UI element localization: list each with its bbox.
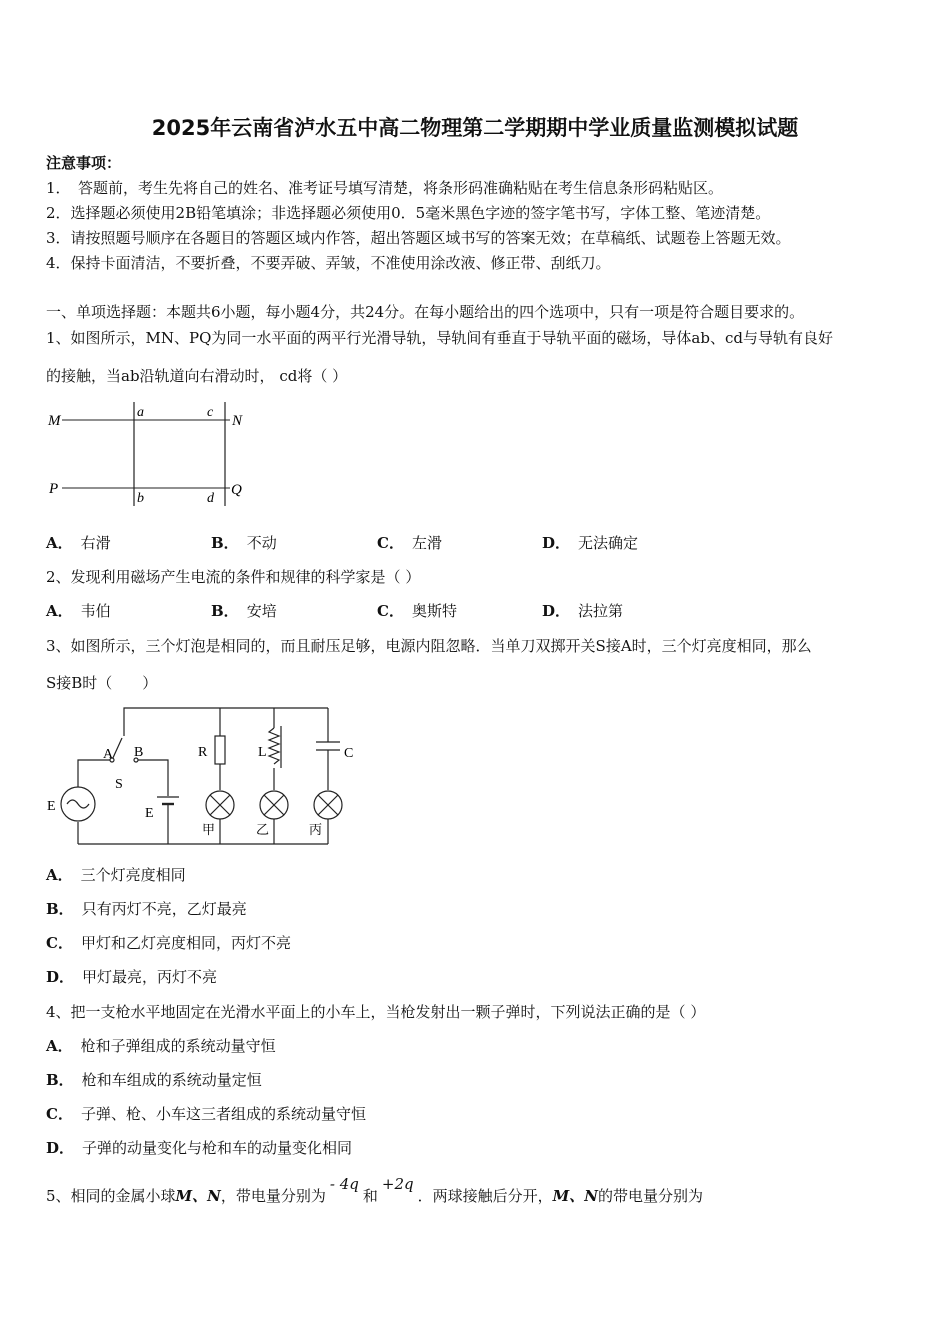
label-N: N xyxy=(232,413,243,429)
label-P: P xyxy=(49,481,59,497)
label-a: a xyxy=(137,405,144,420)
lamp-label-2: 乙 xyxy=(256,822,270,837)
label-Q: Q xyxy=(231,482,242,498)
option-d[interactable]: D． 无法确定 xyxy=(542,534,639,552)
label-B: B xyxy=(134,745,144,760)
label-b: b xyxy=(137,491,144,506)
question-3-stem: 3、如图所示，三个灯泡是相同的，而且耐压足够，电源内阻忽略．当单刀双掷开关S接A时，三个灯亮度相同，那么 xyxy=(46,637,812,655)
label-c: c xyxy=(207,405,214,420)
option-a[interactable]: A． 枪和子弹组成的系统动量守恒 xyxy=(46,1037,276,1055)
notice-item: 4．保持卡面清洁，不要折叠，不要弄破、弄皱，不准使用涂改液、修正带、刮纸刀。 xyxy=(46,254,611,272)
lamp-label-3: 丙 xyxy=(309,822,323,837)
option-c[interactable]: C． 子弹、枪、小车这三者组成的系统动量守恒 xyxy=(46,1105,366,1123)
question-1-stem: 1、如图所示，MN、PQ为同一水平面的两平行光滑导轨，导轨间有垂直于导轨平面的磁场，导体ab、cd与导轨有良好 xyxy=(46,329,833,347)
notice-item: 1． 答题前，考生先将自己的姓名、准考证号填写清楚，将条形码准确粘贴在考生信息条形码粘贴区。 xyxy=(46,179,724,197)
option-b[interactable]: B． 枪和车组成的系统动量定恒 xyxy=(46,1071,262,1089)
option-b[interactable]: B． 安培 xyxy=(211,602,277,620)
option-d[interactable]: D． 甲灯最亮，丙灯不亮 xyxy=(46,968,218,986)
label-A: A xyxy=(103,747,114,762)
option-b[interactable]: B． 只有丙灯不亮，乙灯最亮 xyxy=(46,900,247,918)
option-b[interactable]: B． 不动 xyxy=(211,534,277,552)
label-E-ac: E xyxy=(47,799,56,814)
page-title: 2025年云南省泸水五中高二物理第二学期期中学业质量监测模拟试题 xyxy=(151,116,799,140)
option-c[interactable]: C． 奥斯特 xyxy=(377,602,457,620)
label-R: R xyxy=(198,745,208,760)
label-L: L xyxy=(258,745,267,760)
question-5-stem: 5、相同的金属小球M、N，带电量分别为- 4q和+2q．两球接触后分开，M、N的带电量分别为 xyxy=(46,1175,703,1205)
lamp-label-1: 甲 xyxy=(202,822,216,837)
option-d[interactable]: D． 子弹的动量变化与枪和车的动量变化相同 xyxy=(46,1139,353,1157)
option-d[interactable]: D． 法拉第 xyxy=(542,602,624,620)
rail-figure xyxy=(44,398,254,510)
notice-item: 2．选择题必须使用2B铅笔填涂；非选择题必须使用0．5毫米黑色字迹的签字笔书写，字体工整、笔迹清楚。 xyxy=(46,204,771,222)
option-a[interactable]: A． 右滑 xyxy=(46,534,111,552)
section-heading: 一、单项选择题：本题共6小题，每小题4分，共24分。在每小题给出的四个选项中，只有一项是符合题目要求的。 xyxy=(46,303,805,321)
charge-2: +2q xyxy=(381,1175,414,1193)
question-3-stem-cont: S接B时（ ） xyxy=(46,674,158,692)
option-c[interactable]: C． 甲灯和乙灯亮度相同，丙灯不亮 xyxy=(46,934,291,952)
option-c[interactable]: C． 左滑 xyxy=(377,534,442,552)
label-d: d xyxy=(207,491,214,506)
question-4-stem: 4、把一支枪水平地固定在光滑水平面上的小车上，当枪发射出一颗子弹时，下列说法正确的是（ ） xyxy=(46,1003,706,1021)
option-a[interactable]: A． 韦伯 xyxy=(46,602,111,620)
label-M: M xyxy=(48,413,61,429)
notice-item: 3．请按照题号顺序在各题目的答题区域内作答，超出答题区域书写的答案无效；在草稿纸、试题卷上答题无效。 xyxy=(46,229,791,247)
option-a[interactable]: A． 三个灯亮度相同 xyxy=(46,866,186,884)
question-2-stem: 2、发现利用磁场产生电流的条件和规律的科学家是（ ） xyxy=(46,568,421,586)
label-C: C xyxy=(344,746,354,761)
circuit-figure xyxy=(44,700,364,848)
question-1-stem-cont: 的接触，当ab沿轨道向右滑动时， cd将（ ） xyxy=(46,367,348,385)
label-S: S xyxy=(115,777,123,792)
charge-1: - 4q xyxy=(329,1175,359,1193)
label-E-dc: E xyxy=(145,806,154,821)
notice-heading: 注意事项： xyxy=(46,154,122,172)
